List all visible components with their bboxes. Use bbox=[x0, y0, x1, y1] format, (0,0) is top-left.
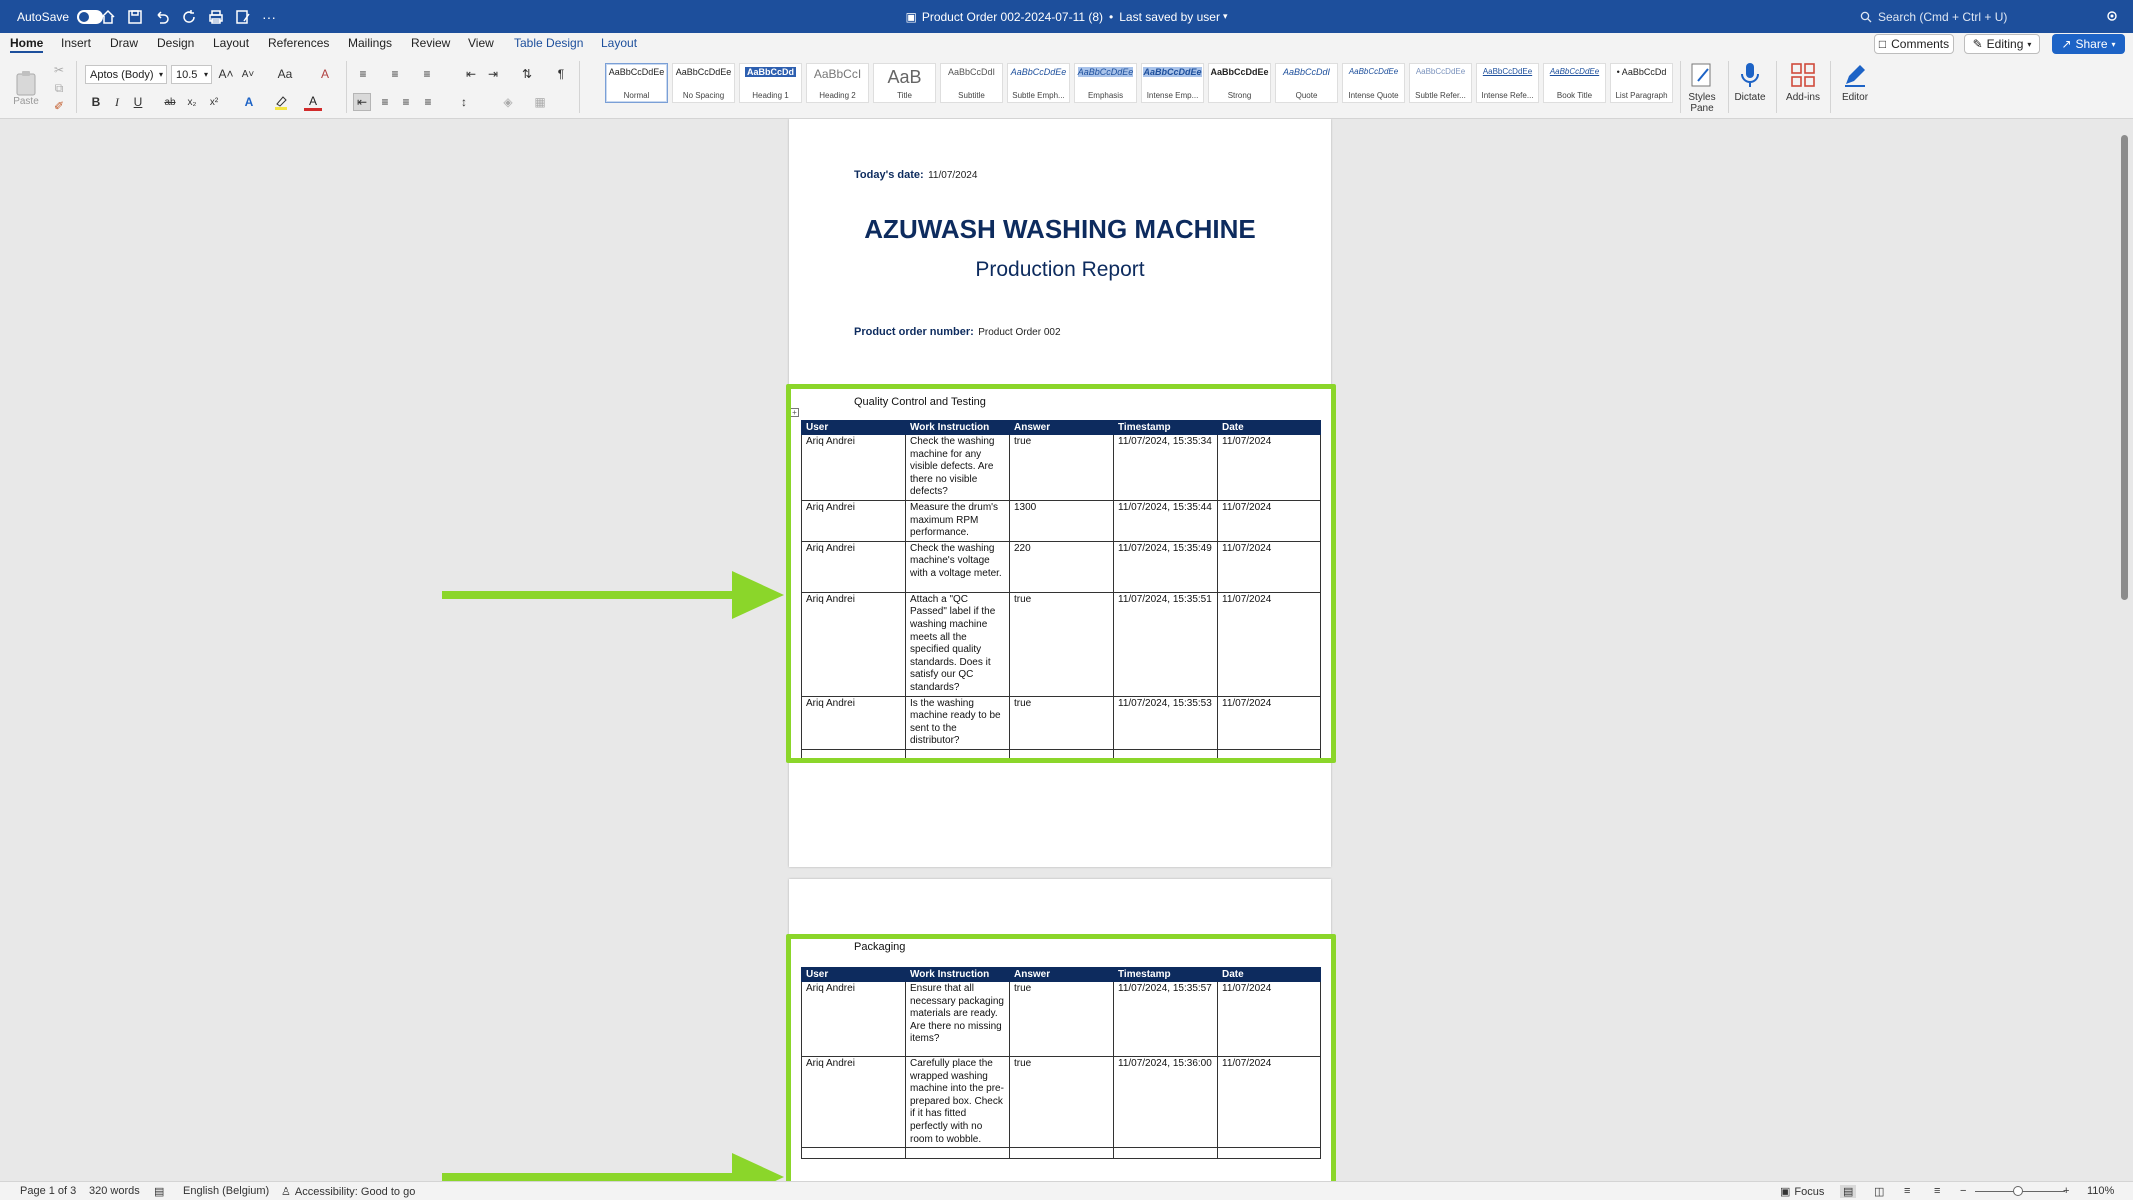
style-book-title[interactable] bbox=[1543, 63, 1606, 103]
save-status[interactable]: Last saved by user bbox=[1119, 9, 1220, 24]
style-sample: AaBbCcDdI bbox=[947, 67, 996, 77]
web-layout-view-icon[interactable]: ◫ bbox=[1874, 1186, 1885, 1198]
tab-insert[interactable]: Insert bbox=[61, 36, 92, 50]
zoom-level[interactable]: 110% bbox=[2087, 1185, 2115, 1197]
style-intense-quote[interactable] bbox=[1342, 63, 1405, 103]
pencil-icon: ✎ bbox=[1972, 37, 1983, 51]
cell-answer[interactable]: true bbox=[1010, 435, 1114, 501]
style-sample: AaBbCcI bbox=[813, 67, 862, 81]
column-header-answer[interactable]: Answer bbox=[1010, 968, 1114, 982]
cell-date[interactable]: 11/07/2024 bbox=[1218, 541, 1321, 592]
style-no-spacing[interactable] bbox=[672, 63, 735, 103]
change-case-button[interactable]: Aa bbox=[277, 67, 293, 81]
font-name-value: Aptos (Body) bbox=[90, 68, 154, 81]
column-header-answer[interactable]: Answer bbox=[1010, 421, 1114, 435]
style-name: Book Title bbox=[1556, 91, 1593, 100]
column-header-work-instruction[interactable]: Work Instruction bbox=[906, 421, 1010, 435]
cell-user[interactable]: Ariq Andrei bbox=[802, 435, 906, 501]
style-intense-reference[interactable] bbox=[1476, 63, 1539, 103]
styles-pane-button[interactable] bbox=[1677, 61, 1727, 115]
language-status[interactable]: English (Belgium) bbox=[183, 1185, 270, 1197]
column-header-date[interactable]: Date bbox=[1218, 968, 1321, 982]
addins-label: Add-ins bbox=[1786, 92, 1820, 103]
cut-icon[interactable]: ✂ bbox=[53, 63, 65, 77]
status-bar bbox=[0, 1181, 2133, 1200]
style-intense-emphasis[interactable] bbox=[1141, 63, 1204, 103]
editing-mode-button[interactable] bbox=[1964, 34, 2040, 54]
cell-user[interactable]: Ariq Andrei bbox=[802, 982, 906, 1057]
style-sample: AaBbCcDd bbox=[746, 67, 794, 77]
style-sample: • AaBbCcDd bbox=[1616, 67, 1667, 77]
accessibility-icon: ♙ bbox=[281, 1186, 291, 1198]
style-sample: AaBbCcDdEe bbox=[675, 67, 732, 77]
justify-icon[interactable]: ≡ bbox=[424, 95, 432, 109]
style-quote[interactable] bbox=[1275, 63, 1338, 103]
document-canvas[interactable] bbox=[0, 119, 2133, 1181]
cell-work-instruction[interactable]: Check the washing machine's voltage with a voltage meter. bbox=[906, 541, 1010, 592]
style-name: Subtle Refer... bbox=[1415, 91, 1466, 100]
bold-button[interactable]: B bbox=[91, 95, 101, 109]
arrow-right-icon bbox=[438, 1147, 786, 1181]
accessibility-label: Accessibility: Good to go bbox=[294, 1185, 416, 1198]
cell-timestamp[interactable]: 11/07/2024, 15:35:34 bbox=[1114, 435, 1218, 501]
show-formatting-marks-button[interactable]: ¶ bbox=[557, 67, 565, 81]
tab-mailings[interactable]: Mailings bbox=[348, 36, 393, 50]
column-header-user[interactable]: User bbox=[802, 421, 906, 435]
highlight-color-button[interactable] bbox=[272, 93, 290, 111]
align-right-icon[interactable]: ≡ bbox=[402, 95, 410, 109]
page-count[interactable]: Page 1 of 3 bbox=[20, 1185, 77, 1197]
tab-references[interactable]: References bbox=[268, 36, 330, 50]
style-strong[interactable] bbox=[1208, 63, 1271, 103]
redo-icon[interactable] bbox=[181, 9, 197, 25]
cell-date[interactable]: 11/07/2024 bbox=[1218, 435, 1321, 501]
document-title-text[interactable]: Product Order 002-2024-07-11 (8) bbox=[921, 9, 1104, 24]
style-name: Intense Emp... bbox=[1146, 91, 1199, 100]
table-move-handle-icon[interactable]: + bbox=[790, 408, 799, 417]
document-icon: ▣ bbox=[905, 9, 917, 24]
section-title-qc[interactable]: Quality Control and Testing bbox=[854, 396, 986, 408]
dictate-label: Dictate bbox=[1734, 92, 1766, 103]
font-name-select[interactable] bbox=[85, 65, 167, 84]
cell-answer[interactable]: true bbox=[1010, 696, 1114, 749]
style-name: Emphasis bbox=[1087, 91, 1124, 100]
style-sample: AaBbCcDdEe bbox=[1348, 67, 1399, 76]
zoom-in-icon[interactable]: + bbox=[2063, 1185, 2070, 1197]
align-left-icon[interactable]: ⇤ bbox=[353, 93, 371, 111]
save-icon[interactable] bbox=[127, 9, 143, 25]
strikethrough-button[interactable]: ab bbox=[164, 96, 176, 108]
cell-user[interactable]: Ariq Andrei bbox=[802, 592, 906, 696]
numbering-icon[interactable]: ≡ bbox=[391, 67, 399, 81]
highlighter-icon bbox=[273, 94, 289, 110]
settings-icon[interactable] bbox=[2105, 9, 2119, 23]
cell-work-instruction[interactable]: Carefully place the wrapped washing machine into the pre-prepared box. Check if it has fitted perfectly with no room to wobble. bbox=[906, 1057, 1010, 1148]
column-header-timestamp[interactable]: Timestamp bbox=[1114, 421, 1218, 435]
microphone-icon bbox=[1736, 61, 1764, 89]
date-value: 11/07/2024 bbox=[928, 170, 978, 181]
zoom-slider-thumb[interactable] bbox=[2013, 1186, 2023, 1196]
focus-label: Focus bbox=[1794, 1185, 1825, 1198]
style-name: Intense Refe... bbox=[1481, 91, 1534, 100]
style-sample: AaBbCcDdEe bbox=[1210, 67, 1269, 77]
comments-label: Comments bbox=[1891, 37, 1950, 51]
cell-work-instruction[interactable]: Measure the drum's maximum RPM performance. bbox=[906, 500, 1010, 541]
comments-button[interactable] bbox=[1874, 34, 1954, 54]
style-name: Subtle Emph... bbox=[1012, 91, 1065, 100]
style-name: Normal bbox=[623, 91, 650, 100]
cell-user[interactable]: Ariq Andrei bbox=[802, 1057, 906, 1148]
paste-button[interactable] bbox=[10, 63, 42, 113]
style-name: Heading 2 bbox=[819, 91, 856, 100]
chevron-down-icon: ▾ bbox=[2111, 39, 2116, 49]
cell-user[interactable]: Ariq Andrei bbox=[802, 696, 906, 749]
zoom-out-icon[interactable]: − bbox=[1960, 1185, 1967, 1197]
underline-button[interactable]: U bbox=[133, 95, 143, 109]
decrease-indent-icon[interactable]: ⇤ bbox=[465, 67, 477, 81]
column-header-date[interactable]: Date bbox=[1218, 421, 1321, 435]
superscript-button[interactable]: x² bbox=[209, 96, 219, 108]
ribbon-tabs bbox=[0, 33, 2133, 55]
outline-view-icon[interactable]: ≡ bbox=[1904, 1185, 1911, 1197]
style-sample: AaBbCcDdEe bbox=[1549, 67, 1600, 76]
cell-answer[interactable]: 1300 bbox=[1010, 500, 1114, 541]
proofing-icon[interactable]: ▤ bbox=[154, 1186, 165, 1198]
focus-icon: ▣ bbox=[1780, 1186, 1791, 1198]
style-name: Heading 1 bbox=[752, 91, 789, 100]
editing-label: Editing bbox=[1986, 37, 2024, 51]
home-icon[interactable] bbox=[100, 9, 116, 25]
font-size-select[interactable] bbox=[171, 65, 212, 84]
styles-pane-icon bbox=[1688, 61, 1716, 89]
style-emphasis[interactable] bbox=[1074, 63, 1137, 103]
qc-table-highlight-box bbox=[786, 384, 1336, 763]
autosave-label: AutoSave bbox=[17, 9, 70, 24]
style-sample: AaB bbox=[887, 67, 922, 87]
order-number-label: Product order number: bbox=[854, 326, 974, 338]
style-list-paragraph[interactable] bbox=[1610, 63, 1673, 103]
style-name: Strong bbox=[1227, 91, 1252, 100]
cell-answer[interactable]: true bbox=[1010, 592, 1114, 696]
search-input[interactable] bbox=[1860, 6, 2060, 27]
style-subtitle[interactable] bbox=[940, 63, 1003, 103]
style-name: Intense Quote bbox=[1348, 91, 1399, 100]
tab-table-layout[interactable]: Layout bbox=[601, 36, 638, 50]
addins-grid-icon bbox=[1789, 61, 1817, 89]
tab-home[interactable]: Home bbox=[10, 36, 43, 53]
cell-work-instruction[interactable]: Check the washing machine for any visible defects. Are there no visible defects? bbox=[906, 435, 1010, 501]
font-size-value: 10.5 bbox=[176, 68, 198, 81]
dictate-button[interactable] bbox=[1725, 61, 1775, 115]
packaging-table-highlight-box bbox=[786, 934, 1336, 1181]
chevron-down-icon: ▾ bbox=[203, 70, 208, 79]
borders-icon[interactable]: ▦ bbox=[534, 95, 546, 109]
share-icon: ↗ bbox=[2061, 37, 2072, 51]
date-paragraph[interactable] bbox=[854, 165, 977, 183]
cell-date[interactable]: 11/07/2024 bbox=[1218, 592, 1321, 696]
tab-draw[interactable]: Draw bbox=[110, 36, 139, 50]
cell-timestamp[interactable]: 11/07/2024, 15:35:49 bbox=[1114, 541, 1218, 592]
editor-button[interactable] bbox=[1830, 61, 1880, 115]
cell-user[interactable]: Ariq Andrei bbox=[802, 541, 906, 592]
cell-timestamp[interactable]: 11/07/2024, 15:35:53 bbox=[1114, 696, 1218, 749]
share-label: Share bbox=[2075, 37, 2108, 51]
word-count[interactable]: 320 words bbox=[89, 1185, 140, 1197]
date-label: Today's date: bbox=[854, 169, 924, 181]
tab-view[interactable]: View bbox=[468, 36, 494, 50]
document-heading[interactable]: AZUWASH WASHING MACHINE bbox=[864, 214, 1256, 244]
style-sample: AaBbCcDdEe bbox=[608, 67, 665, 77]
autosave-control[interactable] bbox=[17, 0, 103, 33]
style-sample: AaBbCcDdEe bbox=[1143, 67, 1202, 77]
column-header-user[interactable]: User bbox=[802, 968, 906, 982]
ribbon-toolbar bbox=[0, 55, 2133, 119]
style-sample: AaBbCcDdEe bbox=[1415, 67, 1466, 76]
tab-table-design[interactable]: Table Design bbox=[514, 36, 584, 50]
undo-icon[interactable] bbox=[154, 9, 170, 25]
chevron-down-icon: ▾ bbox=[2027, 39, 2032, 49]
accessibility-status[interactable] bbox=[281, 1185, 415, 1198]
style-name: No Spacing bbox=[682, 91, 725, 100]
style-sample: AaBbCcDdI bbox=[1282, 67, 1331, 77]
section-title-packaging[interactable]: Packaging bbox=[854, 941, 906, 953]
paste-label: Paste bbox=[13, 95, 39, 107]
arrow-right-icon bbox=[438, 565, 786, 625]
title-bar bbox=[0, 0, 2133, 33]
quick-access-toolbar bbox=[100, 0, 276, 33]
styles-pane-label-2: Pane bbox=[1690, 103, 1714, 114]
cell-user[interactable]: Ariq Andrei bbox=[802, 500, 906, 541]
style-subtle-emphasis[interactable] bbox=[1007, 63, 1070, 103]
cell-date[interactable]: 11/07/2024 bbox=[1218, 1057, 1321, 1148]
align-center-icon[interactable]: ≡ bbox=[381, 95, 389, 109]
editor-label: Editor bbox=[1841, 92, 1869, 103]
search-placeholder: Search (Cmd + Ctrl + U) bbox=[1878, 9, 2008, 24]
style-sample: AaBbCcDdEe bbox=[1077, 67, 1134, 77]
tab-layout[interactable]: Layout bbox=[213, 36, 250, 50]
chevron-down-icon: ▾ bbox=[158, 70, 163, 79]
style-normal[interactable] bbox=[605, 63, 668, 103]
grow-font-button[interactable]: A˄ bbox=[218, 67, 234, 81]
edit-doc-icon[interactable] bbox=[235, 9, 251, 25]
cell-timestamp[interactable]: 11/07/2024, 15:36:00 bbox=[1114, 1057, 1218, 1148]
editor-pen-icon bbox=[1841, 61, 1869, 89]
cell-answer[interactable]: true bbox=[1010, 1057, 1114, 1148]
focus-mode-button[interactable] bbox=[1780, 1185, 1824, 1198]
bullets-icon[interactable]: ≡ bbox=[359, 67, 367, 81]
cell-date[interactable]: 11/07/2024 bbox=[1218, 500, 1321, 541]
style-sample: AaBbCcDdEe bbox=[1010, 67, 1067, 77]
document-title: ▣ Product Order 002-2024-07-11 (8) • Last saved by user ▾ bbox=[905, 9, 1228, 24]
cell-date[interactable]: 11/07/2024 bbox=[1218, 696, 1321, 749]
style-heading-1[interactable] bbox=[739, 63, 802, 103]
styles-pane-label-1: Styles bbox=[1688, 92, 1716, 103]
clipboard-icon bbox=[14, 70, 38, 96]
order-number-value: Product Order 002 bbox=[978, 327, 1061, 338]
tab-review[interactable]: Review bbox=[411, 36, 451, 50]
cell-timestamp[interactable]: 11/07/2024, 15:35:44 bbox=[1114, 500, 1218, 541]
print-layout-view-icon[interactable]: ▤ bbox=[1840, 1185, 1856, 1198]
comment-icon: □ bbox=[1878, 37, 1887, 51]
cell-work-instruction[interactable]: Ensure that all necessary packaging materials are ready. Are there no missing items? bbox=[906, 982, 1010, 1057]
sort-button[interactable]: ⇅ bbox=[521, 67, 533, 81]
style-name: Subtitle bbox=[958, 91, 985, 100]
clear-formatting-button[interactable]: A bbox=[320, 67, 329, 81]
multilevel-list-icon[interactable]: ≡ bbox=[423, 67, 431, 81]
column-header-timestamp[interactable]: Timestamp bbox=[1114, 968, 1218, 982]
style-heading-2[interactable] bbox=[806, 63, 869, 103]
vertical-scrollbar[interactable] bbox=[2121, 135, 2128, 600]
subscript-button[interactable]: x₂ bbox=[187, 96, 197, 108]
more-commands-icon[interactable]: ··· bbox=[262, 8, 276, 25]
format-painter-icon[interactable]: ✐ bbox=[53, 99, 65, 113]
draft-view-icon[interactable]: ≡ bbox=[1934, 1185, 1941, 1197]
italic-button[interactable]: I bbox=[115, 94, 119, 109]
text-effects-button[interactable]: A bbox=[244, 95, 254, 109]
cell-work-instruction[interactable]: Is the washing machine ready to be sent to the distributor? bbox=[906, 696, 1010, 749]
style-name: List Paragraph bbox=[1615, 91, 1668, 100]
tab-design[interactable]: Design bbox=[157, 36, 195, 50]
line-spacing-icon[interactable]: ↕ bbox=[461, 95, 467, 109]
chevron-down-icon[interactable]: ▾ bbox=[1222, 11, 1228, 21]
cell-answer[interactable]: 220 bbox=[1010, 541, 1114, 592]
order-number-paragraph[interactable] bbox=[854, 322, 1061, 340]
cell-timestamp[interactable]: 11/07/2024, 15:35:51 bbox=[1114, 592, 1218, 696]
style-name: Quote bbox=[1295, 91, 1318, 100]
style-title[interactable] bbox=[873, 63, 936, 103]
copy-icon[interactable]: ⧉ bbox=[54, 80, 64, 95]
style-sample: AaBbCcDdEe bbox=[1482, 67, 1533, 76]
addins-button[interactable] bbox=[1778, 61, 1828, 115]
document-subheading[interactable]: Production Report bbox=[975, 258, 1145, 281]
cell-work-instruction[interactable]: Attach a "QC Passed" label if the washing machine meets all the specified quality standards. Does it satisfy our QC standards? bbox=[906, 592, 1010, 696]
style-name: Title bbox=[897, 91, 912, 100]
share-button[interactable] bbox=[2052, 34, 2125, 54]
cell-answer[interactable]: true bbox=[1010, 982, 1114, 1057]
column-header-work-instruction[interactable]: Work Instruction bbox=[906, 968, 1010, 982]
search-icon bbox=[1860, 11, 1872, 23]
style-subtle-reference[interactable] bbox=[1409, 63, 1472, 103]
shading-icon[interactable]: ◈ bbox=[503, 95, 513, 109]
increase-indent-icon[interactable]: ⇥ bbox=[487, 67, 499, 81]
cell-date[interactable]: 11/07/2024 bbox=[1218, 982, 1321, 1057]
shrink-font-button[interactable]: A˅ bbox=[241, 68, 255, 80]
print-icon[interactable] bbox=[208, 9, 224, 25]
font-color-button[interactable]: A bbox=[304, 93, 322, 111]
cell-timestamp[interactable]: 11/07/2024, 15:35:57 bbox=[1114, 982, 1218, 1057]
